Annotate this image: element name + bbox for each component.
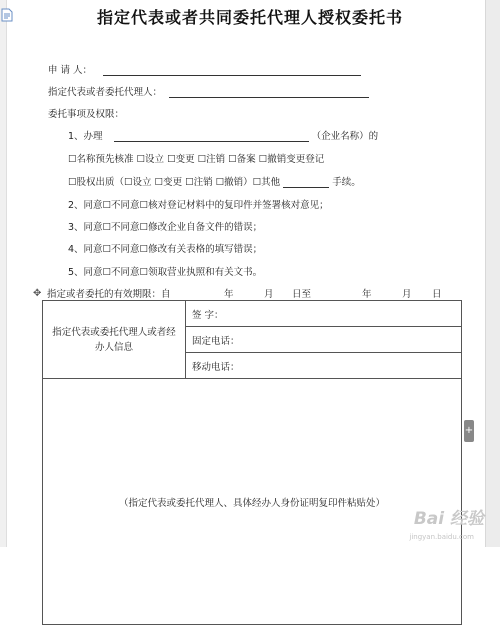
validity-year-1: 年 <box>224 289 234 300</box>
table-move-handle-icon[interactable]: ✥ <box>33 288 42 299</box>
page-left-edge <box>0 0 7 547</box>
agent-info-label: 指定代表或委托代理人或者经办人信息 <box>43 301 186 379</box>
watermark-logo: Bai 经验 <box>413 509 484 529</box>
agent-input-line[interactable] <box>169 87 369 98</box>
company-name-input-line[interactable] <box>114 131 309 142</box>
expand-panel-button[interactable]: + <box>464 420 474 442</box>
signature-field[interactable]: 签 字： <box>186 301 462 327</box>
other-input-line[interactable] <box>283 177 329 188</box>
item3: 3、同意☐不同意☐修改企业自备文件的错误； <box>68 222 263 233</box>
validity-label: 指定或者委托的有效期限：自 <box>47 289 171 300</box>
options-row-b <box>68 174 361 188</box>
id-copy-paste-area: （指定代表或委托代理人、具体经办人身份证明复印件粘贴处） <box>43 379 462 625</box>
validity-month-2: 月 <box>402 289 412 300</box>
mobile-field[interactable]: 移动电话： <box>186 353 462 379</box>
item2: 2、同意☐不同意☐核对登记材料中的复印件并签署核对意见； <box>68 200 329 211</box>
page-right-edge <box>485 0 500 547</box>
applicant-line <box>48 62 361 76</box>
document-title: 指定代表或者共同委托代理人授权委托书 <box>96 8 403 27</box>
agent-label: 指定代表或者委托代理人： <box>48 87 163 98</box>
validity-year-2: 年 <box>362 289 372 300</box>
watermark-url: jingyan.baidu.com <box>409 533 474 541</box>
validity-month-1: 月 <box>264 289 274 300</box>
validity-day-to: 日至 <box>292 289 312 300</box>
item5: 5、同意☐不同意☐领取营业执照和有关文书。 <box>68 267 263 278</box>
landline-field[interactable]: 固定电话： <box>186 327 462 353</box>
options-row-b-text: ☐股权出质（☐设立 ☐变更 ☐注销 ☐撤销）☐其他 <box>68 177 281 188</box>
options-row-b-end: 手续。 <box>332 177 361 188</box>
item4: 4、同意☐不同意☐修改有关表格的填写错误； <box>68 244 263 255</box>
agent-info-table <box>42 300 462 625</box>
validity-day-2: 日 <box>432 289 442 300</box>
item1-prefix: 1、办理 <box>68 131 103 142</box>
options-row-a: ☐名称预先核准 ☐设立 ☐变更 ☐注销 ☐备案 ☐撤销变更登记 <box>68 154 325 165</box>
agent-line <box>48 84 369 98</box>
scope-label: 委托事项及权限： <box>48 109 125 120</box>
item1-suffix: （企业名称）的 <box>311 131 379 142</box>
applicant-input-line[interactable] <box>103 65 361 76</box>
applicant-label: 申 请 人： <box>48 65 93 76</box>
item1-line <box>68 128 378 142</box>
